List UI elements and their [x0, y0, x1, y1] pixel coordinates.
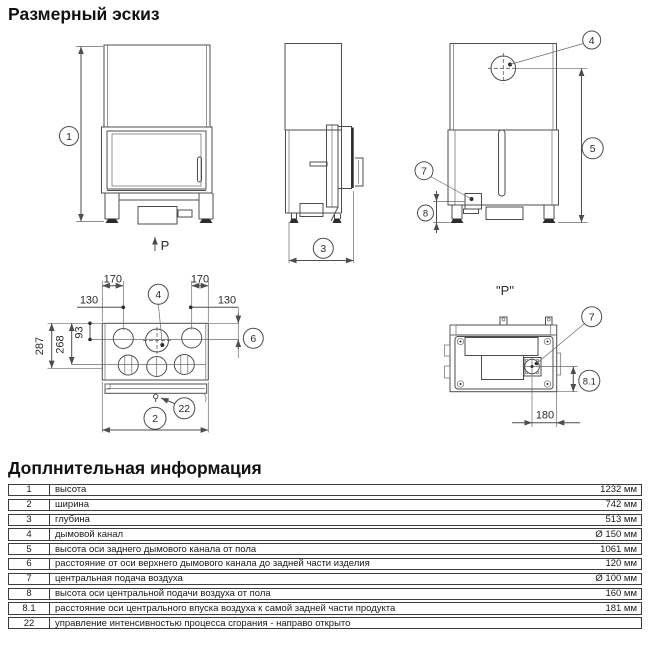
row-number: 22 — [9, 618, 50, 628]
info-section-title: Доплнительная информация — [8, 458, 262, 478]
row-value: Ø 100 мм — [595, 573, 637, 585]
row-number: 4 — [9, 529, 50, 539]
info-table — [8, 484, 642, 632]
svg-text:287: 287 — [34, 336, 46, 356]
row-number: 7 — [9, 574, 50, 584]
callout-6-flue-offset — [243, 328, 263, 348]
row-value: 742 мм — [605, 499, 637, 511]
row-value: Ø 150 мм — [595, 528, 637, 540]
svg-text:170: 170 — [190, 273, 210, 286]
row-description: расстояние оси центрального впуска воздуха к самой задней части продукта — [55, 603, 396, 614]
row-description: высота оси заднего дымового канала от пола — [55, 544, 257, 555]
table-row — [8, 528, 642, 540]
callout-1-height — [60, 127, 79, 146]
svg-text:5: 5 — [589, 143, 596, 156]
svg-text:2: 2 — [152, 413, 158, 426]
svg-text:268: 268 — [54, 335, 67, 354]
svg-text:4: 4 — [588, 34, 595, 47]
svg-text:8.1: 8.1 — [582, 376, 596, 388]
callout-8-air-height — [418, 205, 434, 221]
callout-4-flue — [510, 31, 601, 65]
plan-view — [34, 274, 263, 433]
row-number: 8 — [9, 589, 50, 599]
svg-text:130: 130 — [79, 294, 99, 307]
table-row — [8, 588, 642, 600]
row-value: 1232 мм — [600, 484, 637, 496]
table-row — [8, 484, 642, 496]
row-description: управление интенсивностью процесса сгорания - направо открыто — [55, 618, 351, 629]
svg-text:22: 22 — [178, 403, 191, 416]
page-title: Размерный эскиз — [8, 4, 160, 24]
table-row — [8, 602, 642, 614]
row-description: высота оси центральной подачи воздуха от пола — [55, 588, 271, 599]
svg-text:180: 180 — [535, 409, 555, 422]
row-description: расстояние от оси верхнего дымового канала до задней части изделия — [55, 558, 370, 570]
svg-text:4: 4 — [155, 289, 162, 302]
row-number: 5 — [9, 544, 50, 554]
row-value — [637, 618, 641, 628]
bottom-view-label: "P" — [496, 283, 514, 298]
row-number: 6 — [9, 559, 50, 569]
callout-8-1-air-offset — [579, 370, 600, 391]
table-row — [8, 543, 642, 555]
row-value: 513 мм — [605, 513, 637, 525]
row-value: 181 мм — [605, 602, 637, 614]
table-row — [8, 573, 642, 585]
svg-text:6: 6 — [250, 333, 257, 346]
p-direction-arrow — [155, 237, 169, 253]
callout-3-depth — [313, 238, 333, 258]
bottom-view — [445, 283, 602, 427]
row-number: 8.1 — [9, 603, 50, 613]
svg-text:8: 8 — [422, 208, 429, 220]
svg-text:1: 1 — [66, 130, 72, 143]
callout-5-flue-height — [582, 138, 603, 159]
svg-text:3: 3 — [320, 243, 327, 256]
table-row — [8, 558, 642, 570]
callout-2-width — [144, 407, 166, 429]
side-view — [285, 44, 363, 264]
row-description: высота — [55, 485, 87, 496]
callout-4-flue-plan — [148, 284, 168, 344]
row-value: 1061 мм — [600, 543, 637, 555]
row-description: дымовой канал — [55, 529, 124, 540]
svg-text:130: 130 — [217, 294, 237, 307]
row-description: глубина — [55, 514, 90, 525]
callout-7-air-supply — [415, 162, 472, 199]
svg-text:7: 7 — [421, 165, 427, 178]
row-number: 2 — [9, 500, 50, 510]
table-row — [8, 514, 642, 526]
row-number: 3 — [9, 515, 50, 525]
row-number: 1 — [9, 485, 50, 495]
svg-text:170: 170 — [103, 273, 122, 286]
table-row — [8, 499, 642, 511]
table-row — [8, 617, 642, 629]
row-value: 120 мм — [605, 558, 637, 570]
svg-text:P: P — [160, 238, 170, 253]
row-description: центральная подача воздуха — [55, 573, 183, 585]
svg-text:7: 7 — [588, 311, 595, 324]
row-description: ширина — [55, 499, 90, 511]
back-view — [415, 31, 603, 233]
front-view — [60, 45, 214, 253]
row-value: 160 мм — [605, 587, 637, 599]
svg-text:93: 93 — [73, 326, 86, 339]
